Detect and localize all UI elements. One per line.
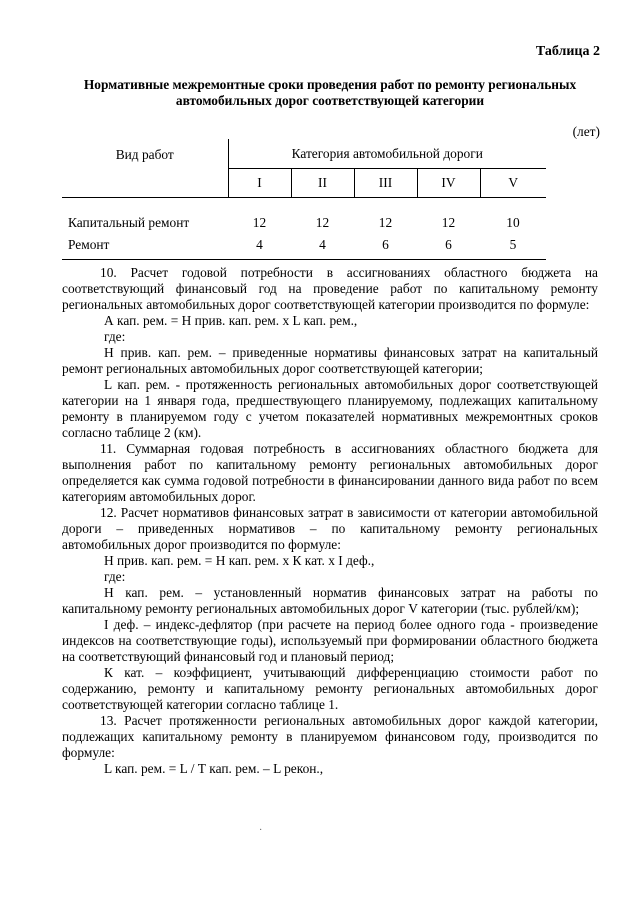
paragraph-11: 11. Суммарная годовая потребность в ассигнованиях областного бюджета для выполнения работ по капитальному ремонту региональных автомобильных дорог определяется как сумма годовой потребности в финансировании данного вида работ по всем категориям автомобильных дорог. (62, 441, 598, 504)
header-category-4: IV (417, 169, 480, 198)
table-cell: 12 (378, 215, 393, 230)
table-cell: 12 (315, 215, 330, 230)
where-label: где: (104, 329, 126, 344)
header-category-3: III (354, 169, 417, 198)
table-number-label: Таблица 2 (535, 44, 600, 59)
table-cell: 4 (291, 231, 354, 260)
definition-length: L кап. рем. - протяженность региональных автомобильных дорог соответствующей категории на 1 января года, предшествующего планируемому, подлежащих капитальному ремонту в планируемом году с учетом показателей нормативных межремонтных сроков согласно таблице 2 (км). (62, 377, 598, 440)
table-title-line-2: автомобильных дорог соответствующей категории (175, 93, 485, 108)
row-label: Ремонт (62, 231, 228, 260)
header-category-1: I (228, 169, 291, 198)
paragraph-13: 13. Расчет протяженности региональных автомобильных дорог каждой категории, подлежащих капитальному ремонту в планируемом финансовом году, производится по формуле: (62, 713, 598, 760)
scan-mark: · (259, 825, 263, 836)
norms-table (62, 139, 546, 260)
header-category-2: II (291, 169, 354, 198)
definition-normative: Н прив. кап. рем. – приведенные нормативы финансовых затрат на капитальный ремонт региональных автомобильных дорог соответствующей категории; (62, 345, 598, 376)
units-label: (лет) (572, 124, 600, 139)
header-work-type: Вид работ (62, 139, 228, 198)
formula-length: L кап. рем. = L / Т кап. рем. – L рекон., (104, 761, 324, 776)
table-cell: 12 (252, 215, 267, 230)
where-label: где: (104, 569, 126, 584)
table-cell: 4 (228, 231, 291, 260)
body-text (62, 265, 598, 777)
formula-capital-repair-funding: А кап. рем. = Н прив. кап. рем. х L кап. рем., (104, 313, 358, 328)
definition-deflator: I деф. – индекс-дефлятор (при расчете на период более одного года - произведение индексов на соответствующие годы), используемый при формировании областного бюджета на соответствующий финансовый год и плановый период; (62, 617, 598, 664)
table-title (60, 77, 600, 109)
paragraph-10: 10. Расчет годовой потребности в ассигнованиях областного бюджета на соответствующий финансовый год на проведение работ по капитальному ремонту региональных автомобильных дорог соответствующей категории производится по формуле: (62, 265, 598, 312)
table-row (62, 231, 546, 260)
table-cell: 10 (506, 215, 520, 230)
table-cell: 6 (354, 231, 417, 260)
table-row (62, 198, 546, 232)
table-cell: 12 (441, 215, 456, 230)
table-cell: 5 (480, 231, 546, 260)
formula-reduced-normative: Н прив. кап. рем. = Н кап. рем. х К кат. х I деф., (104, 553, 375, 568)
row-label: Капитальный ремонт (68, 215, 190, 230)
definition-cost-normative: Н кап. рем. – установленный норматив финансовых затрат на работы по капитальному ремонту региональных автомобильных дорог V категории (тыс. рублей/км); (62, 585, 598, 616)
paragraph-12: 12. Расчет нормативов финансовых затрат в зависимости от категории автомобильной дороги – приведенных нормативов – по капитальному ремонту региональных автомобильных дорог производится по формуле: (62, 505, 598, 552)
header-road-category: Категория автомобильной дороги (228, 139, 546, 169)
table-cell: 6 (417, 231, 480, 260)
definition-category-coefficient: К кат. – коэффициент, учитывающий дифференциацию стоимости работ по содержанию, ремонту и капитальному ремонту региональных автомобильных дорог соответствующей категории согласно таблице 1. (62, 665, 598, 712)
table-title-line-1: Нормативные межремонтные сроки проведения работ по ремонту региональных (83, 77, 577, 92)
header-category-5: V (480, 169, 546, 198)
